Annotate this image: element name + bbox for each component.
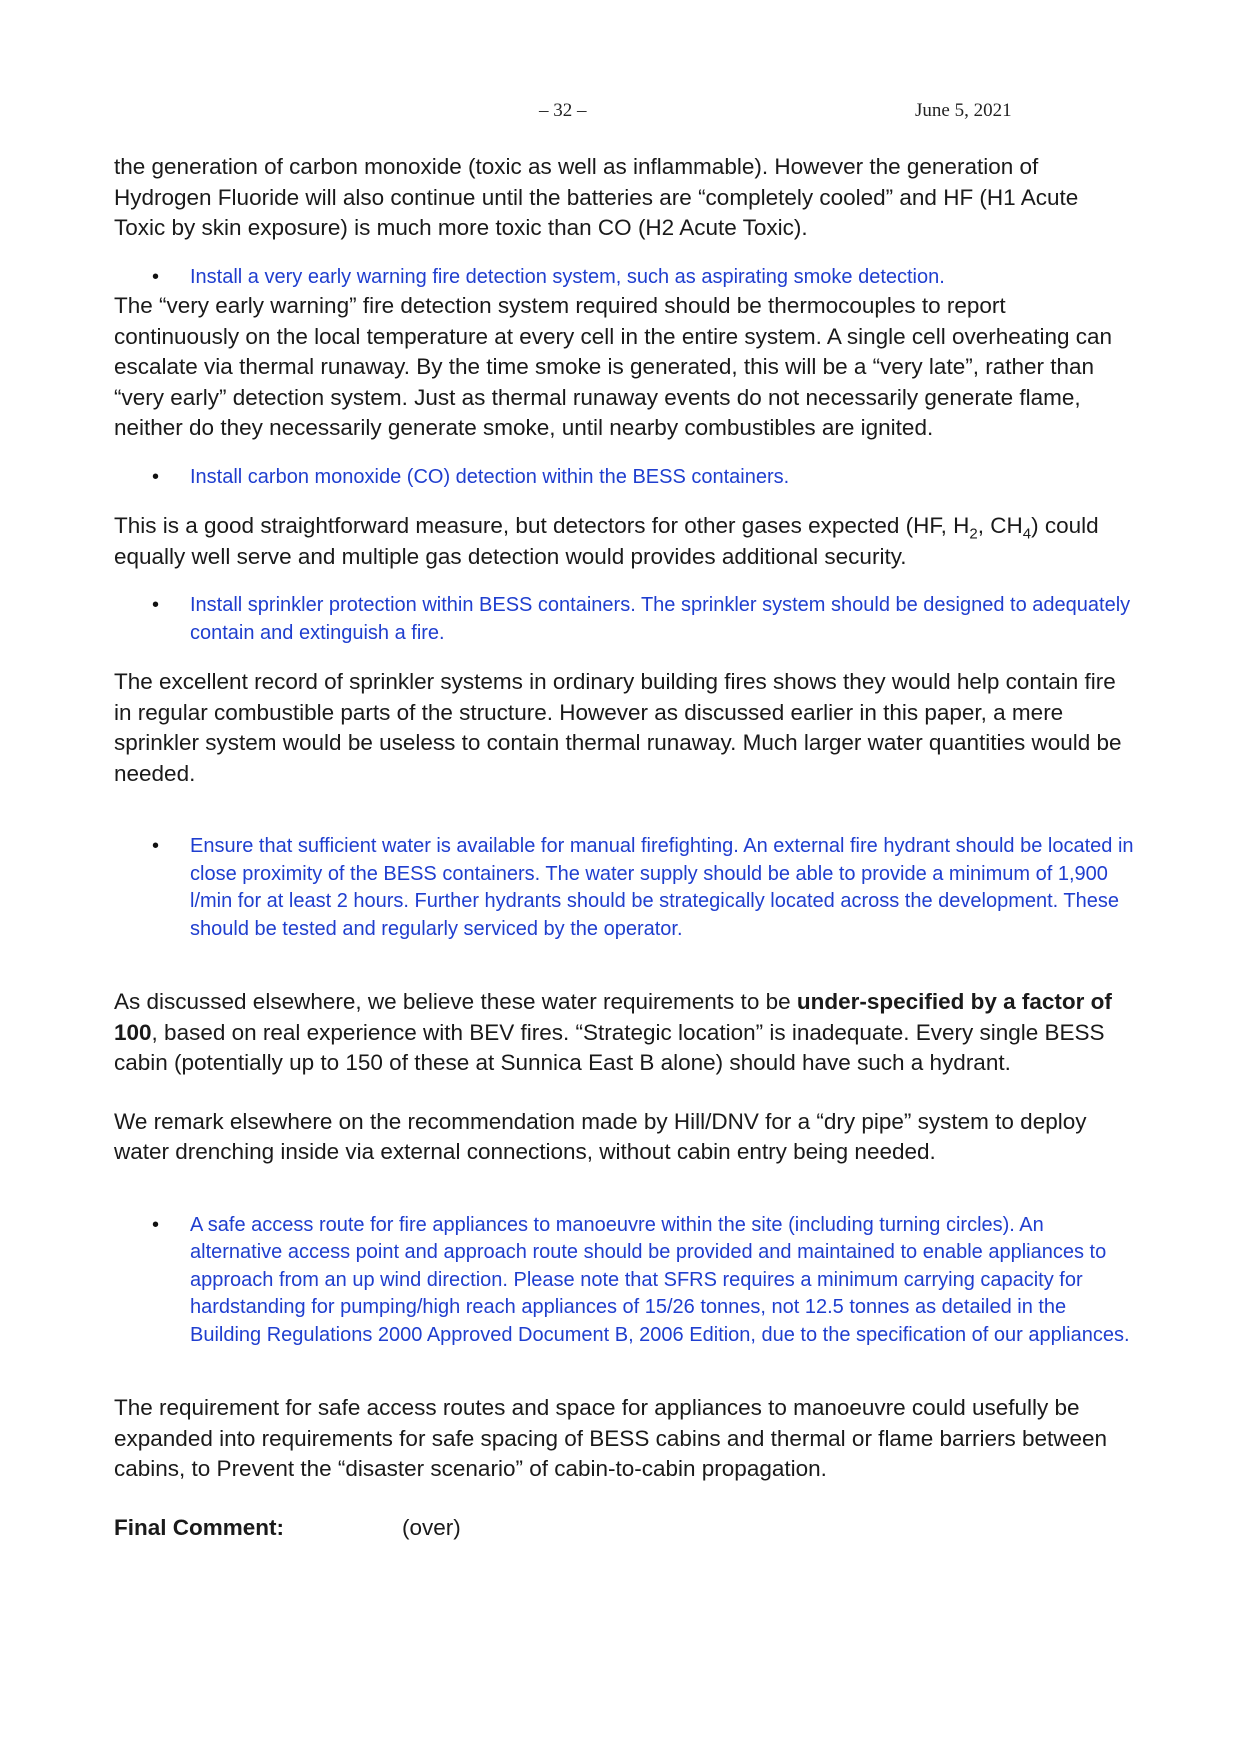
quoted-requirement-text: Install sprinkler protection within BESS containers. The sprinkler system should be designed to adequately contain and extinguish a fire. <box>190 594 1131 644</box>
paragraph-dry-pipe: We remark elsewhere on the recommendation made by Hill/DNV for a “dry pipe” system to deploy water drenching inside via external connections, without cabin entry being needed. <box>114 1108 1087 1164</box>
paragraph-gas-detection: This is a good straightforward measure, but detectors for other gases expected (HF, $H_2$, $CH_4$) could equally well serve and multiple gas detection would provides additional security. <box>114 513 1099 569</box>
quoted-requirement-list <box>114 1212 1134 1350</box>
emphasis-factor: under-specified by a factor of 100 <box>114 989 1112 1045</box>
quoted-requirement-water-supply <box>152 833 1134 943</box>
paragraph-water-underspecified: As discussed elsewhere, we believe these water requirements to be under-specified by a factor of 100, based on real experience with BEV fires. “Strategic location” is inadequate. Every single BESS cabin (potentially up to 150 of these at Sunnica East B alone) should have such a hydrant. <box>114 989 1112 1075</box>
quoted-requirement-list <box>114 592 1134 647</box>
final-comment-row <box>114 1513 1134 1544</box>
final-comment-note: (over) <box>402 1514 461 1540</box>
quoted-requirement-co-detection <box>152 464 1134 492</box>
quoted-requirement-list <box>114 264 1134 292</box>
bullet-marker: • <box>152 835 160 857</box>
quoted-requirement-list <box>114 464 1134 492</box>
paragraph-thermocouples: The “very early warning” fire detection system required should be thermocouples to report continuously on the local temperature at every cell in the entire system. A single cell overheating can escalate via thermal runaway. By the time smoke is generated, this will be a “very late”, rather than “very early” detection system. Just as thermal runaway events do not necessarily generate flame, neither do they necessarily generate smoke, until nearby combustibles are ignited. <box>114 293 1113 440</box>
quoted-requirement-text: Ensure that sufficient water is available for manual firefighting. An external fire hydrant should be located in close proximity of the BESS containers. The water supply should be able to provide a minimum of 1,900 l/min for at least 2 hours. Further hydrants should be strategically located across the development. These should be tested and regularly serviced by the operator. <box>190 835 1134 940</box>
quoted-requirement-sprinkler <box>152 592 1134 647</box>
quoted-requirement-text: A safe access route for fire appliances to manoeuvre within the site (including turning circles). An alternative access point and approach route should be provided and maintained to enable appliances to approach from an up wind direction. Please note that SFRS requires a minimum carrying capacity for hardstanding for pumping/high reach appliances of 15/26 tonnes, not 12.5 tonnes as detailed in the Building Regulations 2000 Approved Document B, 2006 Edition, due to the specification of our appliances. <box>190 1213 1130 1346</box>
quoted-requirement-detection <box>152 264 1134 292</box>
bullet-marker: • <box>152 1213 160 1236</box>
paragraph-safe-spacing: The requirement for safe access routes and space for appliances to manoeuvre could usefully be expanded into requirements for safe spacing of BESS cabins and thermal or flame barriers between cabins, to Prevent the “disaster scenario” of cabin-to-cabin propagation. <box>114 1395 1108 1481</box>
page-number: – 32 – <box>539 100 587 121</box>
quoted-requirement-text: Install carbon monoxide (CO) detection within the BESS containers. <box>190 465 790 488</box>
bullet-marker: • <box>152 594 160 616</box>
paragraph-hf-toxicity: the generation of carbon monoxide (toxic as well as inflammable). However the generation of Hydrogen Fluoride will also continue until the batteries are “completely cooled” and HF (H1 Acute Toxic by skin exposure) is much more toxic than CO (H2 Acute Toxic). <box>114 154 1079 240</box>
bullet-marker: • <box>152 265 160 288</box>
header-date: June 5, 2021 <box>915 100 1012 121</box>
page-content <box>114 152 1134 1543</box>
quoted-requirement-text: Install a very early warning fire detection system, such as aspirating smoke detection. <box>190 265 945 288</box>
final-comment-label: Final Comment: <box>114 1514 285 1540</box>
bullet-marker: • <box>152 465 160 488</box>
quoted-requirement-access-route <box>152 1212 1134 1350</box>
paragraph-sprinkler-record: The excellent record of sprinkler systems in ordinary building fires shows they would help contain fire in regular combustible parts of the structure. However as discussed earlier in this paper, a mere sprinkler system would be useless to contain thermal runaway. Much larger water quantities would be needed. <box>114 669 1122 786</box>
quoted-requirement-list <box>114 833 1134 943</box>
